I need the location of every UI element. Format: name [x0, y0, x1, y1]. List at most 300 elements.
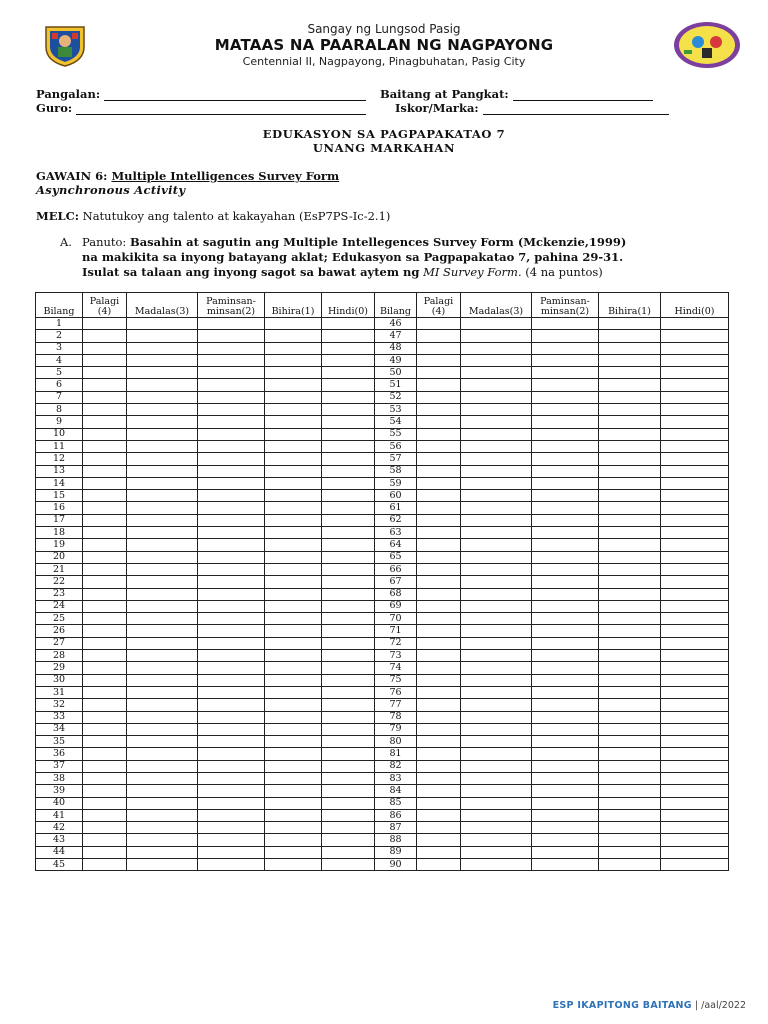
answer-cell[interactable]: [83, 453, 127, 465]
answer-cell[interactable]: [265, 637, 322, 649]
answer-cell[interactable]: [198, 354, 265, 366]
answer-cell[interactable]: [661, 465, 729, 477]
answer-cell[interactable]: [599, 760, 661, 772]
answer-cell[interactable]: [322, 453, 375, 465]
answer-cell[interactable]: [83, 822, 127, 834]
answer-cell[interactable]: [661, 318, 729, 330]
answer-cell[interactable]: [532, 514, 599, 526]
answer-cell[interactable]: [461, 637, 532, 649]
answer-cell[interactable]: [322, 367, 375, 379]
answer-cell[interactable]: [461, 809, 532, 821]
answer-cell[interactable]: [322, 539, 375, 551]
answer-cell[interactable]: [532, 809, 599, 821]
answer-cell[interactable]: [322, 674, 375, 686]
answer-cell[interactable]: [417, 723, 461, 735]
answer-cell[interactable]: [599, 637, 661, 649]
answer-cell[interactable]: [417, 379, 461, 391]
answer-cell[interactable]: [83, 600, 127, 612]
answer-cell[interactable]: [661, 834, 729, 846]
answer-cell[interactable]: [322, 527, 375, 539]
answer-cell[interactable]: [265, 440, 322, 452]
answer-cell[interactable]: [198, 699, 265, 711]
answer-cell[interactable]: [127, 822, 198, 834]
answer-cell[interactable]: [83, 846, 127, 858]
answer-cell[interactable]: [461, 711, 532, 723]
answer-cell[interactable]: [417, 453, 461, 465]
answer-cell[interactable]: [532, 625, 599, 637]
answer-cell[interactable]: [461, 367, 532, 379]
answer-cell[interactable]: [532, 674, 599, 686]
answer-cell[interactable]: [127, 834, 198, 846]
answer-cell[interactable]: [417, 354, 461, 366]
answer-cell[interactable]: [127, 686, 198, 698]
answer-cell[interactable]: [198, 822, 265, 834]
answer-cell[interactable]: [265, 490, 322, 502]
answer-cell[interactable]: [417, 760, 461, 772]
answer-cell[interactable]: [661, 723, 729, 735]
answer-cell[interactable]: [599, 502, 661, 514]
answer-cell[interactable]: [417, 674, 461, 686]
answer-cell[interactable]: [461, 748, 532, 760]
answer-cell[interactable]: [532, 428, 599, 440]
answer-cell[interactable]: [265, 318, 322, 330]
answer-cell[interactable]: [599, 477, 661, 489]
answer-cell[interactable]: [265, 465, 322, 477]
answer-cell[interactable]: [599, 440, 661, 452]
answer-cell[interactable]: [532, 637, 599, 649]
answer-cell[interactable]: [417, 318, 461, 330]
answer-cell[interactable]: [198, 674, 265, 686]
answer-cell[interactable]: [198, 748, 265, 760]
answer-cell[interactable]: [532, 477, 599, 489]
answer-cell[interactable]: [599, 453, 661, 465]
answer-cell[interactable]: [532, 822, 599, 834]
answer-cell[interactable]: [461, 760, 532, 772]
answer-cell[interactable]: [461, 440, 532, 452]
answer-cell[interactable]: [265, 539, 322, 551]
answer-cell[interactable]: [265, 711, 322, 723]
answer-cell[interactable]: [83, 736, 127, 748]
answer-cell[interactable]: [198, 502, 265, 514]
answer-cell[interactable]: [599, 527, 661, 539]
answer-cell[interactable]: [417, 637, 461, 649]
answer-cell[interactable]: [198, 428, 265, 440]
answer-cell[interactable]: [83, 613, 127, 625]
answer-cell[interactable]: [265, 502, 322, 514]
answer-cell[interactable]: [265, 514, 322, 526]
answer-cell[interactable]: [532, 527, 599, 539]
answer-cell[interactable]: [417, 490, 461, 502]
answer-cell[interactable]: [83, 539, 127, 551]
answer-cell[interactable]: [532, 440, 599, 452]
answer-cell[interactable]: [461, 785, 532, 797]
answer-cell[interactable]: [322, 625, 375, 637]
answer-cell[interactable]: [265, 650, 322, 662]
answer-cell[interactable]: [661, 539, 729, 551]
answer-cell[interactable]: [83, 367, 127, 379]
answer-cell[interactable]: [661, 527, 729, 539]
answer-cell[interactable]: [198, 539, 265, 551]
answer-cell[interactable]: [417, 391, 461, 403]
answer-cell[interactable]: [461, 576, 532, 588]
answer-cell[interactable]: [127, 650, 198, 662]
answer-cell[interactable]: [83, 502, 127, 514]
answer-cell[interactable]: [599, 711, 661, 723]
answer-cell[interactable]: [127, 625, 198, 637]
answer-cell[interactable]: [198, 772, 265, 784]
answer-cell[interactable]: [461, 699, 532, 711]
answer-cell[interactable]: [417, 465, 461, 477]
answer-cell[interactable]: [599, 588, 661, 600]
answer-cell[interactable]: [265, 613, 322, 625]
answer-cell[interactable]: [127, 809, 198, 821]
answer-cell[interactable]: [599, 699, 661, 711]
answer-cell[interactable]: [83, 576, 127, 588]
answer-cell[interactable]: [83, 465, 127, 477]
answer-cell[interactable]: [661, 379, 729, 391]
answer-cell[interactable]: [532, 563, 599, 575]
answer-cell[interactable]: [417, 539, 461, 551]
answer-cell[interactable]: [83, 379, 127, 391]
answer-cell[interactable]: [198, 859, 265, 871]
answer-cell[interactable]: [322, 748, 375, 760]
answer-cell[interactable]: [265, 809, 322, 821]
answer-cell[interactable]: [198, 453, 265, 465]
answer-cell[interactable]: [198, 391, 265, 403]
answer-cell[interactable]: [198, 477, 265, 489]
answer-cell[interactable]: [532, 736, 599, 748]
answer-cell[interactable]: [322, 465, 375, 477]
answer-cell[interactable]: [83, 637, 127, 649]
answer-cell[interactable]: [461, 846, 532, 858]
answer-cell[interactable]: [461, 588, 532, 600]
answer-cell[interactable]: [265, 846, 322, 858]
answer-cell[interactable]: [599, 785, 661, 797]
answer-cell[interactable]: [83, 711, 127, 723]
answer-cell[interactable]: [461, 551, 532, 563]
answer-cell[interactable]: [461, 797, 532, 809]
answer-cell[interactable]: [322, 736, 375, 748]
answer-cell[interactable]: [322, 613, 375, 625]
answer-cell[interactable]: [265, 674, 322, 686]
answer-cell[interactable]: [127, 391, 198, 403]
answer-cell[interactable]: [417, 834, 461, 846]
answer-cell[interactable]: [265, 588, 322, 600]
answer-cell[interactable]: [265, 576, 322, 588]
answer-cell[interactable]: [83, 723, 127, 735]
answer-cell[interactable]: [661, 551, 729, 563]
answer-cell[interactable]: [198, 711, 265, 723]
answer-cell[interactable]: [461, 822, 532, 834]
answer-cell[interactable]: [661, 674, 729, 686]
answer-cell[interactable]: [417, 342, 461, 354]
answer-cell[interactable]: [661, 859, 729, 871]
answer-cell[interactable]: [265, 822, 322, 834]
answer-cell[interactable]: [599, 416, 661, 428]
answer-cell[interactable]: [83, 440, 127, 452]
answer-cell[interactable]: [83, 514, 127, 526]
answer-cell[interactable]: [661, 772, 729, 784]
answer-cell[interactable]: [322, 502, 375, 514]
answer-cell[interactable]: [83, 859, 127, 871]
answer-cell[interactable]: [417, 367, 461, 379]
answer-cell[interactable]: [83, 330, 127, 342]
answer-cell[interactable]: [661, 367, 729, 379]
answer-cell[interactable]: [461, 625, 532, 637]
guro-line[interactable]: [76, 104, 366, 115]
answer-cell[interactable]: [322, 834, 375, 846]
answer-cell[interactable]: [265, 367, 322, 379]
answer-cell[interactable]: [322, 416, 375, 428]
answer-cell[interactable]: [461, 416, 532, 428]
answer-cell[interactable]: [661, 588, 729, 600]
answer-cell[interactable]: [461, 514, 532, 526]
answer-cell[interactable]: [198, 330, 265, 342]
answer-cell[interactable]: [198, 736, 265, 748]
answer-cell[interactable]: [599, 748, 661, 760]
answer-cell[interactable]: [461, 318, 532, 330]
answer-cell[interactable]: [599, 809, 661, 821]
answer-cell[interactable]: [127, 453, 198, 465]
answer-cell[interactable]: [417, 650, 461, 662]
answer-cell[interactable]: [661, 785, 729, 797]
answer-cell[interactable]: [265, 453, 322, 465]
answer-cell[interactable]: [83, 563, 127, 575]
answer-cell[interactable]: [461, 686, 532, 698]
answer-cell[interactable]: [83, 477, 127, 489]
answer-cell[interactable]: [265, 342, 322, 354]
answer-cell[interactable]: [322, 797, 375, 809]
answer-cell[interactable]: [198, 650, 265, 662]
answer-cell[interactable]: [661, 502, 729, 514]
answer-cell[interactable]: [127, 576, 198, 588]
answer-cell[interactable]: [661, 453, 729, 465]
answer-cell[interactable]: [461, 662, 532, 674]
answer-cell[interactable]: [322, 477, 375, 489]
answer-cell[interactable]: [599, 736, 661, 748]
answer-cell[interactable]: [127, 318, 198, 330]
answer-cell[interactable]: [661, 711, 729, 723]
answer-cell[interactable]: [322, 588, 375, 600]
answer-cell[interactable]: [599, 539, 661, 551]
answer-cell[interactable]: [127, 440, 198, 452]
answer-cell[interactable]: [661, 440, 729, 452]
answer-cell[interactable]: [417, 809, 461, 821]
answer-cell[interactable]: [198, 600, 265, 612]
answer-cell[interactable]: [461, 563, 532, 575]
answer-cell[interactable]: [417, 822, 461, 834]
answer-cell[interactable]: [198, 404, 265, 416]
answer-cell[interactable]: [661, 748, 729, 760]
answer-cell[interactable]: [599, 404, 661, 416]
answer-cell[interactable]: [127, 527, 198, 539]
answer-cell[interactable]: [461, 723, 532, 735]
answer-cell[interactable]: [127, 674, 198, 686]
answer-cell[interactable]: [417, 563, 461, 575]
answer-cell[interactable]: [532, 416, 599, 428]
answer-cell[interactable]: [599, 428, 661, 440]
answer-cell[interactable]: [127, 367, 198, 379]
answer-cell[interactable]: [661, 637, 729, 649]
answer-cell[interactable]: [461, 391, 532, 403]
answer-cell[interactable]: [83, 834, 127, 846]
answer-cell[interactable]: [599, 822, 661, 834]
answer-cell[interactable]: [127, 465, 198, 477]
answer-cell[interactable]: [83, 760, 127, 772]
answer-cell[interactable]: [127, 711, 198, 723]
answer-cell[interactable]: [265, 736, 322, 748]
answer-cell[interactable]: [198, 637, 265, 649]
answer-cell[interactable]: [322, 551, 375, 563]
answer-cell[interactable]: [265, 330, 322, 342]
answer-cell[interactable]: [461, 859, 532, 871]
answer-cell[interactable]: [661, 662, 729, 674]
answer-cell[interactable]: [599, 367, 661, 379]
answer-cell[interactable]: [127, 404, 198, 416]
answer-cell[interactable]: [127, 502, 198, 514]
answer-cell[interactable]: [198, 342, 265, 354]
answer-cell[interactable]: [322, 440, 375, 452]
answer-cell[interactable]: [127, 477, 198, 489]
answer-cell[interactable]: [461, 834, 532, 846]
answer-cell[interactable]: [127, 428, 198, 440]
answer-cell[interactable]: [127, 600, 198, 612]
answer-cell[interactable]: [461, 490, 532, 502]
answer-cell[interactable]: [532, 453, 599, 465]
answer-cell[interactable]: [127, 330, 198, 342]
answer-cell[interactable]: [322, 379, 375, 391]
answer-cell[interactable]: [532, 490, 599, 502]
answer-cell[interactable]: [127, 748, 198, 760]
answer-cell[interactable]: [265, 723, 322, 735]
answer-cell[interactable]: [532, 342, 599, 354]
answer-cell[interactable]: [532, 723, 599, 735]
answer-cell[interactable]: [198, 834, 265, 846]
answer-cell[interactable]: [265, 563, 322, 575]
answer-cell[interactable]: [532, 379, 599, 391]
answer-cell[interactable]: [417, 440, 461, 452]
answer-cell[interactable]: [599, 330, 661, 342]
answer-cell[interactable]: [83, 686, 127, 698]
answer-cell[interactable]: [127, 588, 198, 600]
answer-cell[interactable]: [127, 699, 198, 711]
answer-cell[interactable]: [322, 391, 375, 403]
answer-cell[interactable]: [265, 551, 322, 563]
answer-cell[interactable]: [83, 699, 127, 711]
answer-cell[interactable]: [265, 416, 322, 428]
answer-cell[interactable]: [599, 551, 661, 563]
answer-cell[interactable]: [322, 859, 375, 871]
answer-cell[interactable]: [461, 600, 532, 612]
answer-cell[interactable]: [322, 650, 375, 662]
answer-cell[interactable]: [265, 428, 322, 440]
answer-cell[interactable]: [83, 785, 127, 797]
answer-cell[interactable]: [198, 613, 265, 625]
answer-cell[interactable]: [417, 785, 461, 797]
answer-cell[interactable]: [599, 674, 661, 686]
answer-cell[interactable]: [461, 354, 532, 366]
answer-cell[interactable]: [417, 404, 461, 416]
answer-cell[interactable]: [83, 674, 127, 686]
answer-cell[interactable]: [532, 748, 599, 760]
answer-cell[interactable]: [661, 797, 729, 809]
answer-cell[interactable]: [661, 600, 729, 612]
answer-cell[interactable]: [661, 686, 729, 698]
answer-cell[interactable]: [265, 748, 322, 760]
answer-cell[interactable]: [198, 416, 265, 428]
answer-cell[interactable]: [461, 736, 532, 748]
answer-cell[interactable]: [265, 625, 322, 637]
answer-cell[interactable]: [417, 736, 461, 748]
answer-cell[interactable]: [532, 797, 599, 809]
answer-cell[interactable]: [417, 416, 461, 428]
answer-cell[interactable]: [599, 650, 661, 662]
answer-cell[interactable]: [461, 465, 532, 477]
answer-cell[interactable]: [661, 576, 729, 588]
answer-cell[interactable]: [417, 797, 461, 809]
answer-cell[interactable]: [198, 527, 265, 539]
answer-cell[interactable]: [599, 354, 661, 366]
answer-cell[interactable]: [661, 760, 729, 772]
answer-cell[interactable]: [599, 772, 661, 784]
answer-cell[interactable]: [599, 490, 661, 502]
answer-cell[interactable]: [532, 588, 599, 600]
answer-cell[interactable]: [599, 613, 661, 625]
answer-cell[interactable]: [198, 760, 265, 772]
answer-cell[interactable]: [198, 563, 265, 575]
answer-cell[interactable]: [461, 404, 532, 416]
answer-cell[interactable]: [83, 748, 127, 760]
answer-cell[interactable]: [265, 785, 322, 797]
answer-cell[interactable]: [661, 699, 729, 711]
answer-cell[interactable]: [661, 477, 729, 489]
answer-cell[interactable]: [661, 809, 729, 821]
answer-cell[interactable]: [265, 379, 322, 391]
answer-cell[interactable]: [417, 699, 461, 711]
answer-cell[interactable]: [417, 748, 461, 760]
answer-cell[interactable]: [461, 527, 532, 539]
answer-cell[interactable]: [661, 613, 729, 625]
answer-cell[interactable]: [322, 404, 375, 416]
answer-cell[interactable]: [265, 760, 322, 772]
answer-cell[interactable]: [83, 650, 127, 662]
answer-cell[interactable]: [265, 600, 322, 612]
answer-cell[interactable]: [322, 711, 375, 723]
answer-cell[interactable]: [599, 859, 661, 871]
answer-cell[interactable]: [83, 490, 127, 502]
answer-cell[interactable]: [599, 846, 661, 858]
answer-cell[interactable]: [417, 613, 461, 625]
answer-cell[interactable]: [532, 699, 599, 711]
answer-cell[interactable]: [417, 527, 461, 539]
answer-cell[interactable]: [322, 563, 375, 575]
answer-cell[interactable]: [661, 391, 729, 403]
answer-cell[interactable]: [532, 551, 599, 563]
answer-cell[interactable]: [532, 404, 599, 416]
answer-cell[interactable]: [532, 859, 599, 871]
answer-cell[interactable]: [599, 342, 661, 354]
answer-cell[interactable]: [661, 846, 729, 858]
answer-cell[interactable]: [461, 772, 532, 784]
iskor-line[interactable]: [483, 104, 669, 115]
answer-cell[interactable]: [461, 650, 532, 662]
answer-cell[interactable]: [127, 613, 198, 625]
answer-cell[interactable]: [322, 330, 375, 342]
answer-cell[interactable]: [599, 625, 661, 637]
answer-cell[interactable]: [417, 330, 461, 342]
answer-cell[interactable]: [83, 428, 127, 440]
answer-cell[interactable]: [532, 354, 599, 366]
